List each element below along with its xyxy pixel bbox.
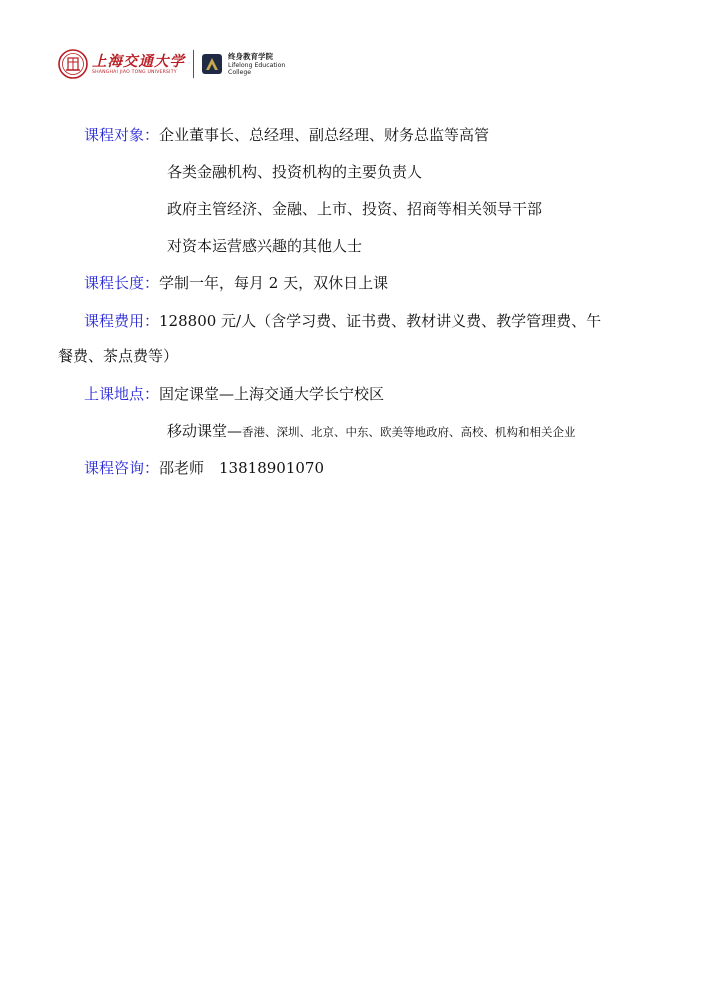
location-fixed: 固定课堂—上海交通大学长宁校区 xyxy=(159,385,385,403)
university-name-cn: 上海交通大学 xyxy=(92,52,185,70)
duration-row xyxy=(84,273,388,293)
sjtu-name xyxy=(92,53,185,76)
college-name-cn: 终身教育学院 xyxy=(228,51,273,61)
consult-value: 邵老师 13818901070 xyxy=(159,459,324,477)
university-name-en: SHANGHAI JIAO TONG UNIVERSITY xyxy=(92,69,177,75)
location-mobile-prefix: 移动课堂— xyxy=(167,422,243,440)
location-row xyxy=(84,384,384,404)
audience-line-4: 对资本运营感兴趣的其他人士 xyxy=(167,237,363,255)
duration-value: 学制一年，每月 2 天，双休日上课 xyxy=(159,274,389,292)
college-name xyxy=(228,52,285,77)
fee-value-line-2: 餐费、茶点费等） xyxy=(58,347,179,365)
audience-label: 课程对象： xyxy=(84,126,160,144)
audience-line-3: 政府主管经济、金融、上市、投资、招商等相关领导干部 xyxy=(167,200,543,218)
fee-value-line-1: 128800 元/人（含学习费、证书费、教材讲义费、教学管理费、午 xyxy=(159,312,602,330)
logo-divider xyxy=(193,50,194,78)
duration-label: 课程长度： xyxy=(84,274,160,292)
location-mobile-row xyxy=(167,421,576,442)
audience-line-1: 企业董事长、总经理、副总经理、财务总监等高管 xyxy=(159,126,490,144)
audience-line-2: 各类金融机构、投资机构的主要负责人 xyxy=(167,163,423,181)
sjtu-seal-icon xyxy=(58,49,88,79)
header-logos xyxy=(58,44,285,84)
location-mobile-detail: 香港、深圳、北京、中东、欧美等地政府、高校、机构和相关企业 xyxy=(242,425,576,439)
lifelong-education-logo-icon xyxy=(201,53,223,75)
college-name-en-2: College xyxy=(228,69,252,76)
college-name-en-1: Lifelong Education xyxy=(228,61,286,69)
location-label: 上课地点： xyxy=(84,385,160,403)
fee-label: 课程费用： xyxy=(84,312,160,330)
fee-row xyxy=(84,311,601,331)
audience-row xyxy=(84,125,489,145)
consult-label: 课程咨询： xyxy=(84,459,160,477)
consult-row xyxy=(84,458,324,478)
